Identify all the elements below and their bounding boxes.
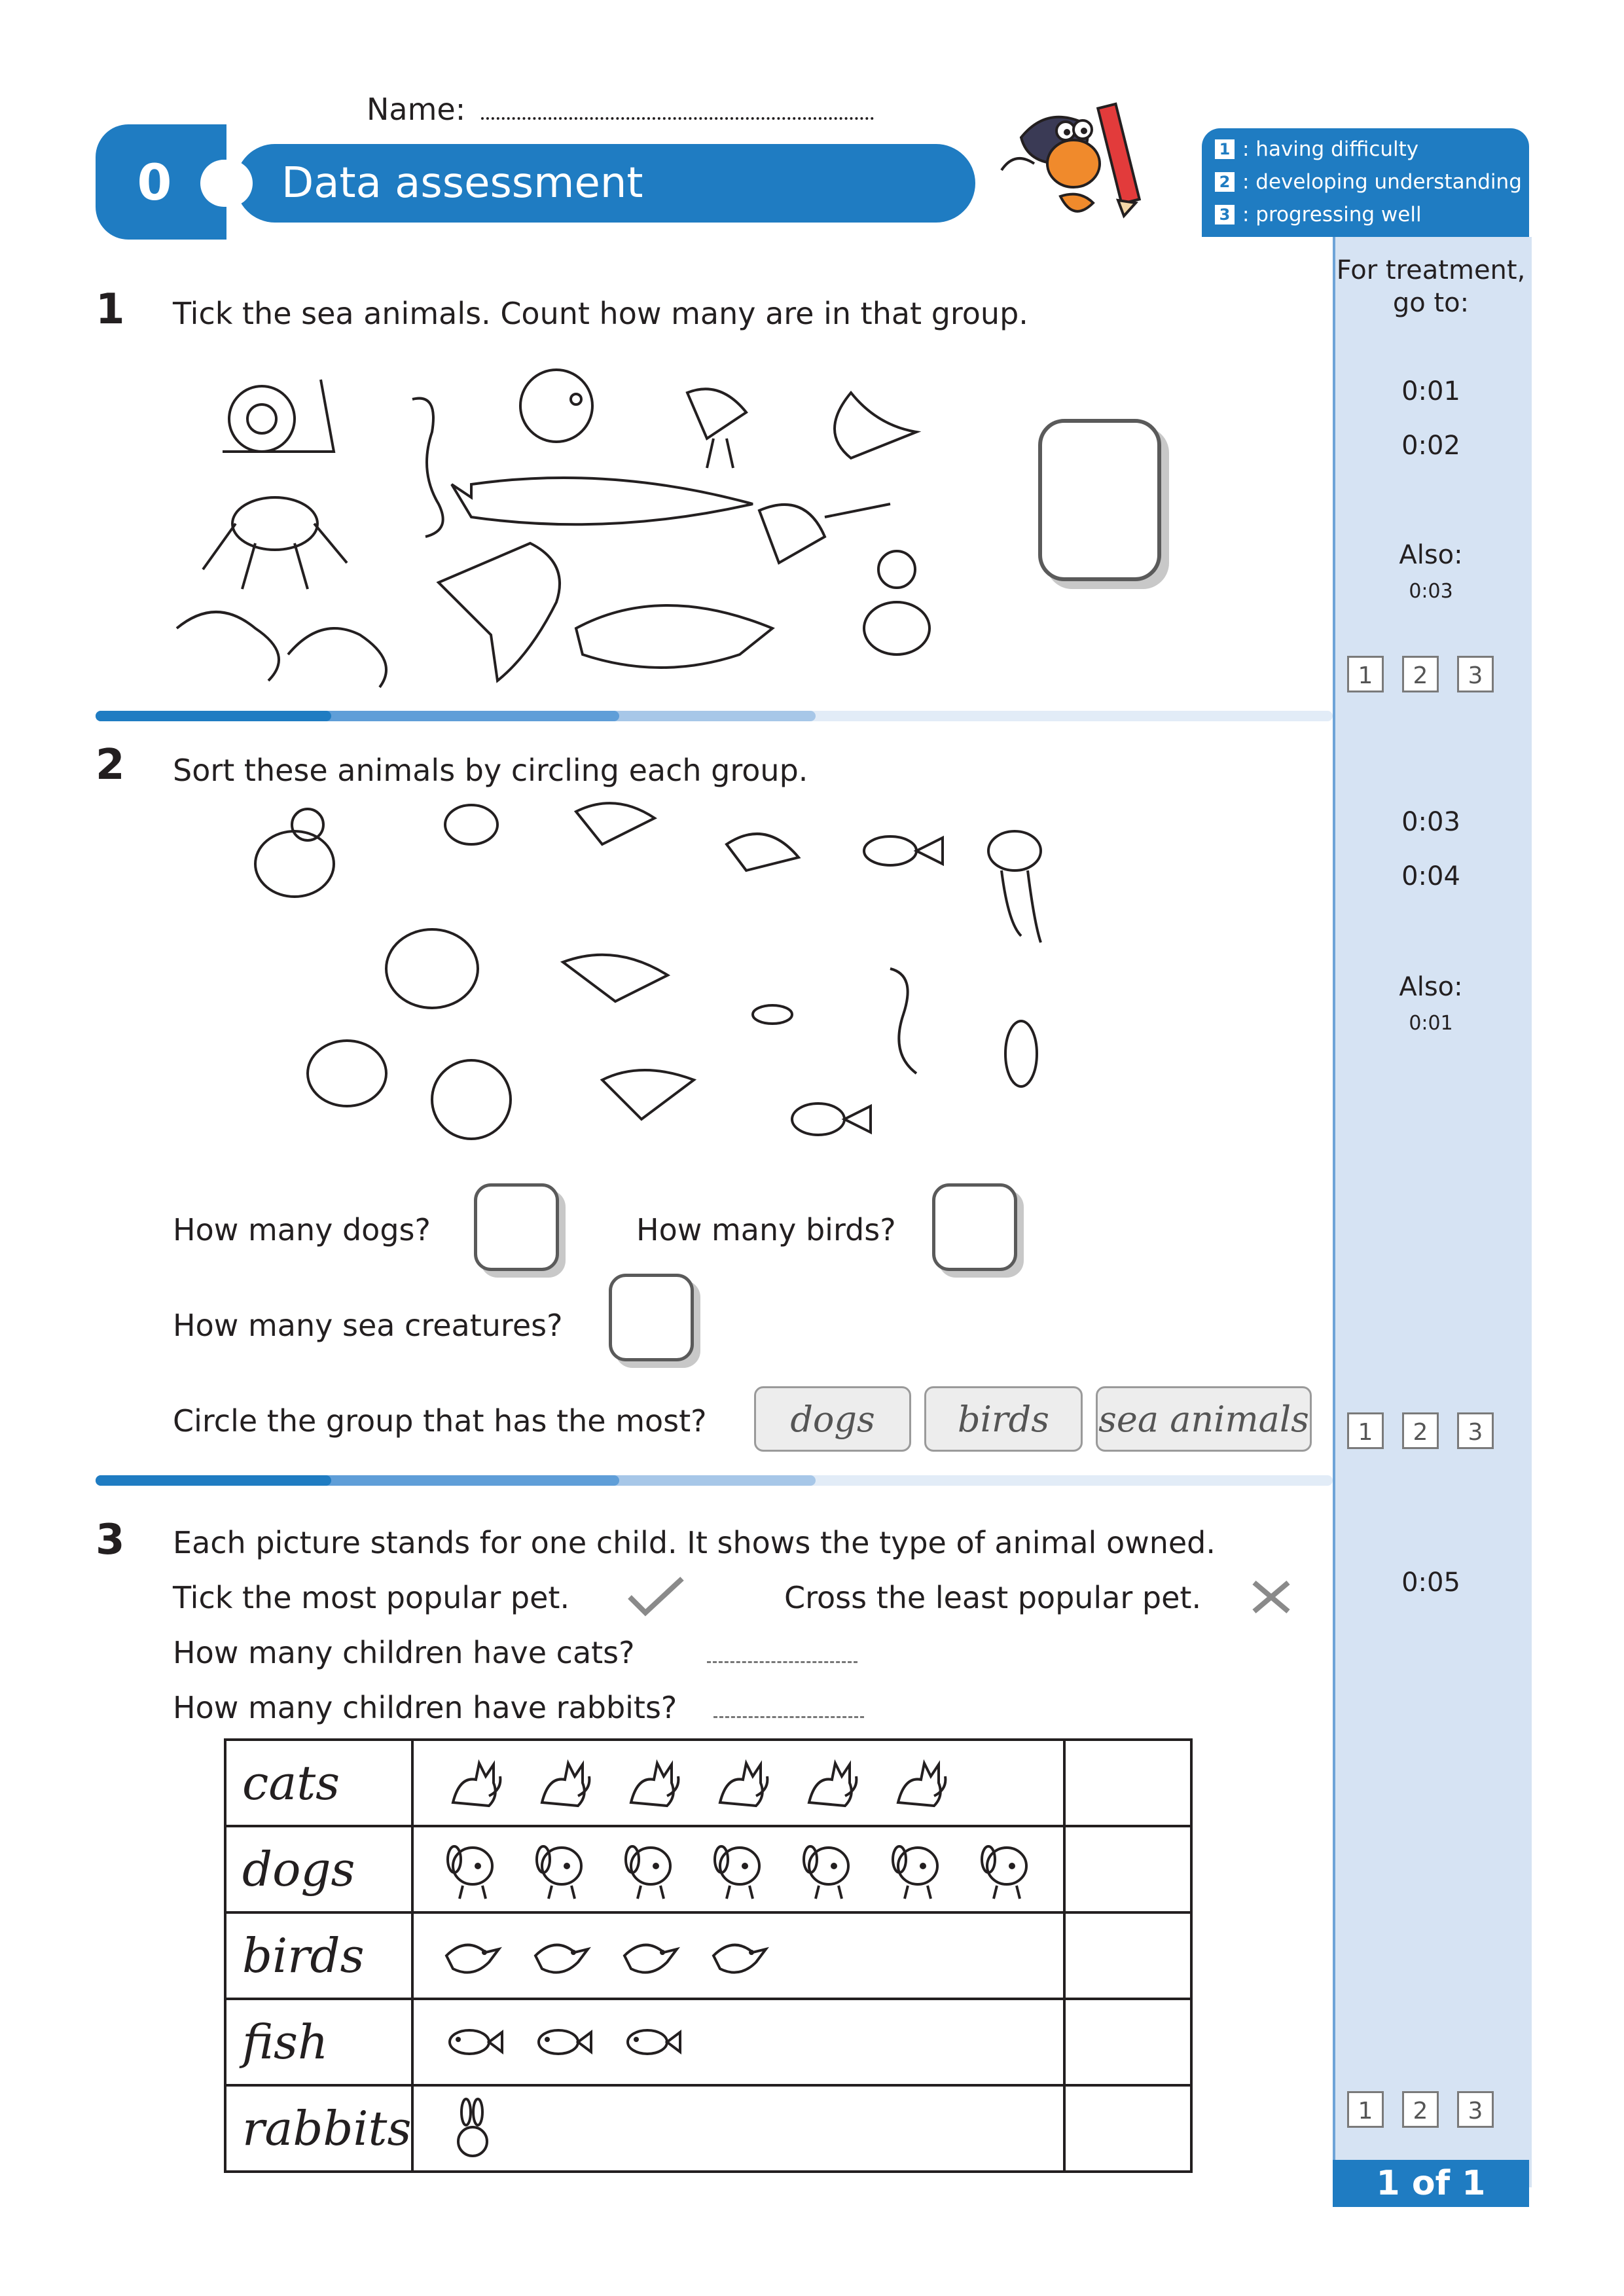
worm-icon [177, 612, 279, 681]
question-text: Tick the sea animals. Count how many are in that group. [173, 296, 1028, 331]
bird-icon [563, 955, 668, 1001]
sea-creatures-count-box[interactable] [609, 1274, 694, 1361]
also-ref: 0:01 [1409, 1012, 1453, 1035]
bird-icon [576, 803, 655, 844]
tick-cross-cell[interactable] [1064, 1826, 1191, 1912]
fish-icon [753, 1005, 792, 1024]
cats-answer-line[interactable] [707, 1661, 857, 1663]
shark-icon [576, 605, 772, 668]
choice-sea-animals[interactable]: sea animals [1096, 1386, 1312, 1452]
bird-icon [835, 393, 916, 458]
bird-icon [602, 1070, 694, 1119]
animal-illustrations [164, 353, 949, 694]
picture-cell [412, 1999, 1064, 2085]
bird-icon [440, 1923, 505, 1988]
cat-icon [707, 1750, 772, 1816]
legend-item-3: 3 : progressing well [1215, 203, 1422, 226]
self-rating-q2[interactable] [1347, 1412, 1494, 1449]
cross-icon [1250, 1579, 1292, 1615]
pictograph-table [224, 1738, 1193, 2173]
name-field[interactable] [367, 92, 874, 127]
question-text: Each picture stands for one child. It shows the type of animal owned. [173, 1525, 1216, 1560]
sea-animal-count-box[interactable] [1038, 419, 1161, 581]
seahorse-icon [890, 969, 916, 1073]
treatment-ref: 0:02 [1401, 431, 1460, 461]
fish-icon [792, 1103, 871, 1135]
birds-question: How many birds? [636, 1212, 896, 1247]
dog-icon [432, 1060, 511, 1139]
rating-3[interactable]: 3 [1457, 2091, 1494, 2128]
section-divider [96, 709, 1333, 723]
fish-icon [440, 2009, 505, 2075]
unit-number: 0 [137, 152, 172, 211]
bird-icon [759, 504, 890, 563]
also-label: Also: [1399, 540, 1463, 570]
rabbit-icon [440, 2096, 505, 2161]
also-label: Also: [1399, 972, 1463, 1002]
dog-icon [618, 1837, 683, 1902]
self-rating-q3[interactable] [1347, 2091, 1494, 2128]
tick-cross-cell[interactable] [1064, 1740, 1191, 1826]
cross-instruction: Cross the least popular pet. [784, 1580, 1202, 1615]
cat-icon [440, 1750, 505, 1816]
tick-cross-cell[interactable] [1064, 2085, 1191, 2172]
bird-icon [687, 389, 746, 468]
picture-cell [412, 1740, 1064, 1826]
dog-icon [796, 1837, 861, 1902]
picture-cell [412, 1826, 1064, 1912]
fish-icon [618, 2009, 683, 2075]
dog-icon [440, 1837, 505, 1902]
birds-count-box[interactable] [932, 1183, 1017, 1271]
pictograph-row-birds [225, 1912, 1191, 1999]
tick-cross-cell[interactable] [1064, 1999, 1191, 2085]
barracuda-icon [452, 478, 753, 524]
page-indicator: 1 of 1 [1333, 2160, 1529, 2207]
question-text: Sort these animals by circling each group. [173, 753, 808, 788]
sorting-animals-illustration [223, 792, 1087, 1185]
rating-3[interactable]: 3 [1457, 1412, 1494, 1449]
picture-cell [412, 1912, 1064, 1999]
dog-icon [974, 1837, 1039, 1902]
question-number: 1 [96, 285, 125, 334]
name-blank[interactable] [481, 96, 874, 120]
rating-2[interactable]: 2 [1402, 1412, 1439, 1449]
pictograph-row-cats [225, 1740, 1191, 1826]
rating-1[interactable]: 1 [1347, 1412, 1384, 1449]
worm-icon [288, 628, 386, 687]
rating-3[interactable]: 3 [1457, 656, 1494, 692]
duck-icon [864, 551, 929, 655]
dog-icon [255, 809, 334, 897]
fish-icon [864, 836, 943, 865]
legend-item-1: 1 : having difficulty [1215, 137, 1418, 161]
tick-instruction: Tick the most popular pet. [173, 1580, 570, 1615]
sea-creatures-question: How many sea creatures? [173, 1308, 563, 1343]
cat-icon [618, 1750, 683, 1816]
choice-birds[interactable]: birds [924, 1386, 1083, 1452]
fish-icon [529, 2009, 594, 2075]
dog-icon [445, 805, 497, 844]
spider-icon [203, 497, 347, 589]
sidebar-heading-2: go to: [1392, 288, 1470, 318]
treatment-ref: 0:01 [1401, 376, 1460, 406]
rating-1[interactable]: 1 [1347, 656, 1384, 692]
treatment-ref: 0:04 [1401, 861, 1460, 891]
cat-icon [529, 1750, 594, 1816]
category-label: birds [225, 1912, 412, 1999]
dog-icon [308, 1041, 386, 1106]
cat-icon [885, 1750, 950, 1816]
dog-icon [386, 929, 478, 1008]
bird-icon [707, 1923, 772, 1988]
dog-icon [529, 1837, 594, 1902]
pufferfish-icon [520, 370, 592, 442]
rating-1[interactable]: 1 [1347, 2091, 1384, 2128]
also-ref: 0:03 [1409, 580, 1453, 603]
cats-question: How many children have cats? [173, 1635, 857, 1670]
bird-icon [529, 1923, 594, 1988]
category-label: cats [225, 1740, 412, 1826]
assessment-legend [1202, 128, 1529, 237]
tick-icon [626, 1575, 685, 1617]
pictograph-row-rabbits [225, 2085, 1191, 2172]
bird-icon [727, 834, 799, 870]
category-label: fish [225, 1999, 412, 2085]
question-number: 3 [96, 1516, 125, 1564]
swordfish-icon [439, 543, 560, 681]
rating-2[interactable]: 2 [1402, 656, 1439, 692]
question-number: 2 [96, 741, 125, 789]
name-label: Name: [367, 92, 466, 127]
seahorse-icon [412, 399, 443, 537]
rabbits-answer-line[interactable] [713, 1716, 864, 1718]
tick-cross-cell[interactable] [1064, 1912, 1191, 1999]
fish-icon [1005, 1021, 1037, 1086]
sidebar-heading-1: For treatment, [1336, 255, 1526, 285]
dogs-count-box[interactable] [474, 1183, 559, 1271]
choice-dogs[interactable]: dogs [754, 1386, 911, 1452]
category-label: rabbits [225, 2085, 412, 2172]
category-label: dogs [225, 1826, 412, 1912]
cat-icon [796, 1750, 861, 1816]
treatment-ref: 0:05 [1401, 1568, 1460, 1598]
dog-icon [707, 1837, 772, 1902]
jellyfish-icon [988, 831, 1041, 942]
picture-cell [412, 2085, 1064, 2172]
circle-question: Circle the group that has the most? [173, 1403, 707, 1439]
dogs-question: How many dogs? [173, 1212, 431, 1247]
legend-item-2: 2 : developing understanding [1215, 170, 1522, 194]
self-rating-q1[interactable] [1347, 656, 1494, 692]
pictograph-row-dogs [225, 1826, 1191, 1912]
pictograph-row-fish [225, 1999, 1191, 2085]
bird-icon [618, 1923, 683, 1988]
hermit-crab-pencil-icon [995, 92, 1165, 242]
dog-icon [885, 1837, 950, 1902]
rating-2[interactable]: 2 [1402, 2091, 1439, 2128]
rabbits-question: How many children have rabbits? [173, 1690, 864, 1725]
section-divider [96, 1474, 1333, 1487]
treatment-sidebar [1333, 237, 1532, 2187]
page-title: Data assessment [281, 159, 643, 207]
snail-icon [223, 380, 334, 452]
treatment-ref: 0:03 [1401, 807, 1460, 837]
